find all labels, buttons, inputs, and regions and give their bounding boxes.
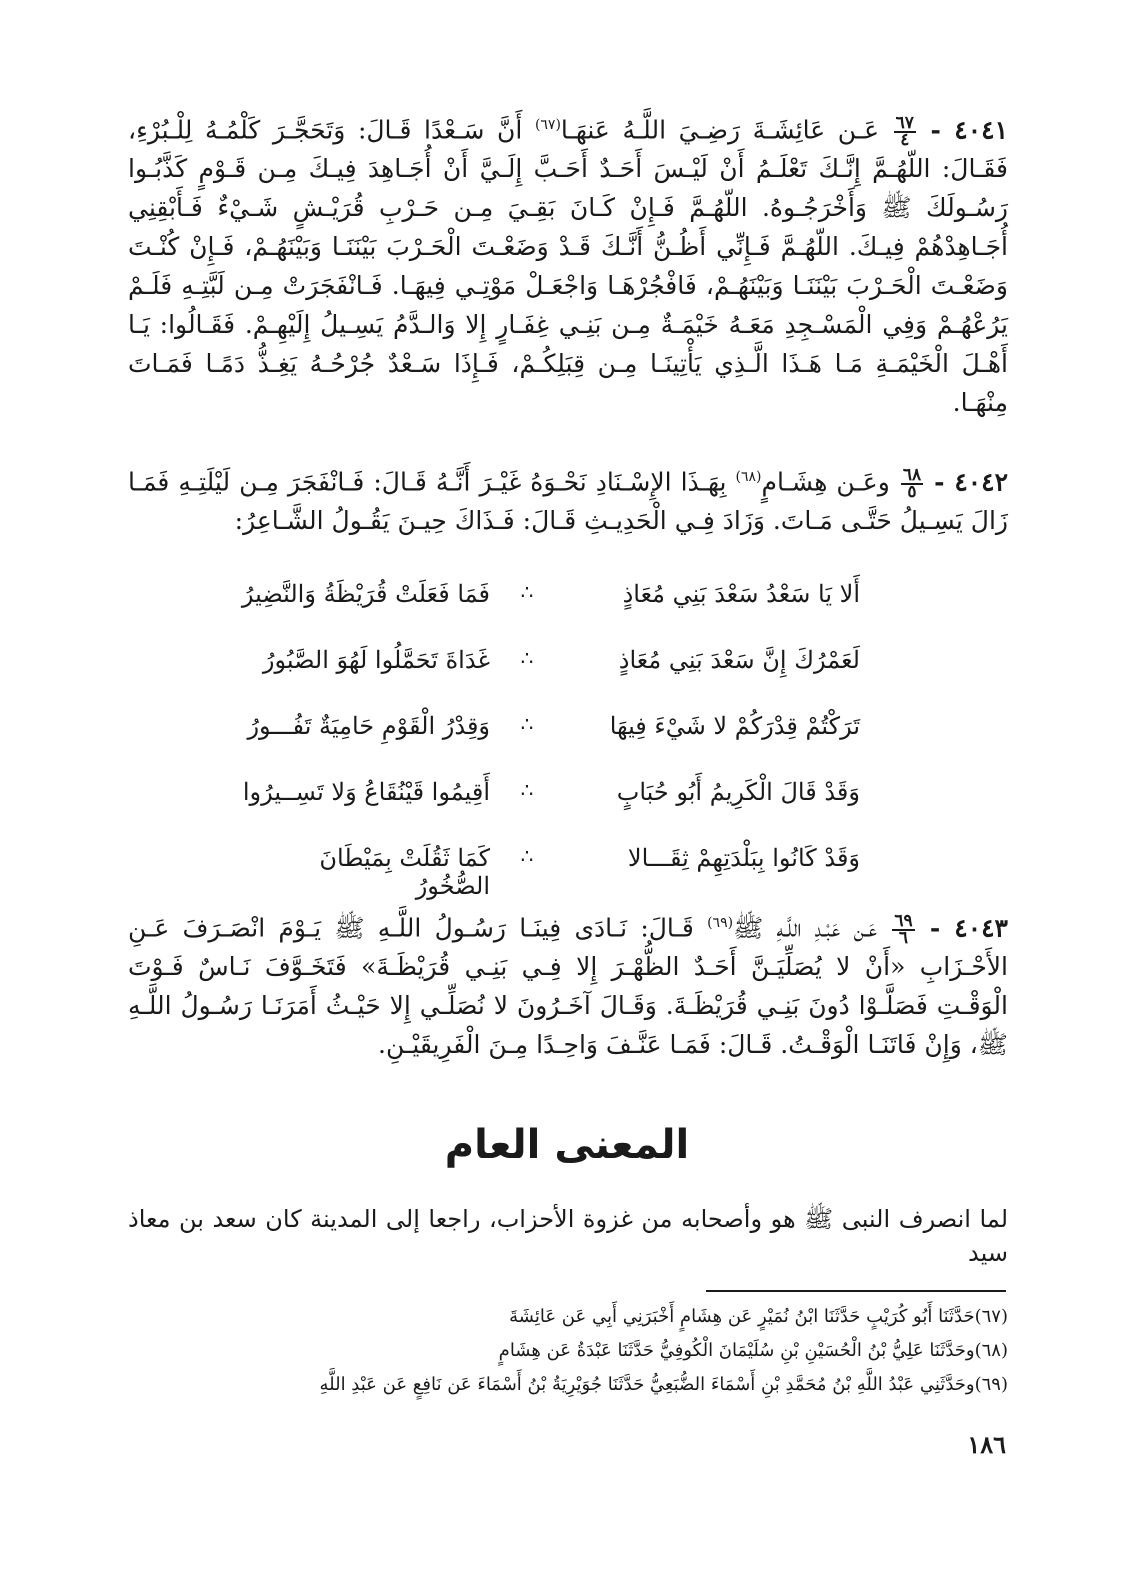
hadith-4043 xyxy=(128,904,1008,1064)
hadith-number: ٤٠٤٢ - xyxy=(934,467,1009,497)
fraction-bottom: ٥ xyxy=(907,481,917,502)
verse-first-half: وَقَدْ كَانُوا بِبَلْدَتِهِمْ ثِقَـــالا xyxy=(627,844,860,872)
verse-second-half: كَمَا ثَقُلَتْ بِمَيْطَانَ الصُّخُورُ xyxy=(319,844,490,900)
footnotes xyxy=(128,1300,1008,1402)
page-number: ١٨٦ xyxy=(967,1430,1006,1459)
poem-verse xyxy=(240,844,860,910)
poem-verse xyxy=(240,580,860,646)
footnote-ref: (٦٩) xyxy=(707,915,734,931)
footnote: (٦٨)وحَدَّثَنَا عَلِيُّ بْنُ الْحُسَيْنِ بْنِ سُلَيْمَانَ الْكُوفِيُّ حَدَّثَنَا عَبْدَةُ عَن هِشَامٍ xyxy=(498,1340,1008,1361)
hadith-4042 xyxy=(128,458,1008,540)
chapter-fraction xyxy=(901,464,923,502)
footnote: (٦٧)حَدَّثَنَا أَبُو كُرَيْبٍ حَدَّثَنَا ابْنُ نُمَيْرٍ عَن هِشَامٍ أَخْبَرَنِي أَبِي عَن عَائِشَةَ xyxy=(509,1306,1008,1327)
summary-paragraph: لما انصرف النبى ﷺ هو وأصحابه من غزوة الأحزاب، راجعا إلى المدينة كان سعد بن معاذ سيد xyxy=(128,1205,1008,1267)
verse-first-half: وَقَدْ قَالَ الْكَرِيمُ أَبُو حُبَابٍ xyxy=(616,778,860,806)
verse-first-half: أَلا يَا سَعْدُ سَعْدَ بَنِي مُعَاذٍ xyxy=(622,580,860,608)
chapter-fraction xyxy=(894,112,916,150)
verse-second-half: أَقِيمُوا قَيْنُقَاعُ وَلا تَسِــيرُوا xyxy=(242,778,490,806)
footnote-ref: (٦٨) xyxy=(735,469,762,485)
verse-separator: ∴ xyxy=(520,844,534,868)
fraction-bottom: ٦ xyxy=(898,927,909,948)
fraction-top: ٦٧ xyxy=(895,112,914,133)
section-title: المعنى العام xyxy=(444,1122,690,1168)
verse-separator: ∴ xyxy=(520,712,534,736)
hadith-text: قَـالَ: نَـادَى فِينَـا رَسُـولُ اللَّـهِ ﷺ يَـوْمَ انْصَـرَفَ عَـنِ الأَحْـزَابِ «أَنْ لا يُصَلِّيَـنَّ أَحَـدٌ الظُّهْـرَ إِلا فِـي بَنِـي قُرَيْظَـةَ» فَتَخَـوَّفَ نَـاسٌ فَـوْتَ الْوَقْـتِ فَصَلَّـوْا دُونَ بَنِـي قُرَيْظَـةَ. وَقَـالَ آخَـرُونَ لا نُصَلِّـي إِلا حَيْـثُ أَمَرَنَـا رَسُـولُ اللَّـهِ ﷺ، وَإِنْ فَاتَنَـا الْوَقْـتُ. قَـالَ: فَمَـا عَنَّـفَ وَاحِـدًا مِـنَ الْفَرِيقَيْـنِ. xyxy=(128,913,1008,1060)
footnote-divider xyxy=(706,1290,1006,1292)
hadith-narrator: وعَـن هِشَـامٍ xyxy=(761,467,890,497)
hadith-narrator: عَـن عَائِشَـةَ رَضِـيَ اللَّـهُ عَنهَـا xyxy=(560,115,880,145)
verse-separator: ∴ xyxy=(520,646,534,670)
hadith-text: بِهَـذَا الإِسْـنَادِ نَحْـوَهُ غَيْـرَ أَنَّـهُ قَـالَ: فَـانْفَجَرَ مِـن لَيْلَتِـهِ فَمَـا زَالَ يَسِـيلُ حَتَّـى مَـاتَ. وَزَادَ فِـي الْحَدِيـثِ قَـالَ: فَـذَاكَ حِيـنَ يَقُـولُ الشَّـاعِرُ: xyxy=(128,467,1008,536)
fraction-bottom: ٤ xyxy=(900,129,910,150)
footnote: (٦٩)وحَدَّثَنِي عَبْدُ اللَّهِ بْنُ مُحَمَّدِ بْنِ أَسْمَاءَ الضُّبَعِيُّ حَدَّثَنَا جُوَيْرِيَةُ بْنُ أَسْمَاءَ عَن نَافِعٍ عَن عَبْدِ اللَّهِ xyxy=(319,1374,1008,1395)
poem-verse xyxy=(240,778,860,844)
verse-separator: ∴ xyxy=(520,778,534,802)
hadith-number: ٤٠٤٣ - xyxy=(929,913,1008,943)
hadith-number: ٤٠٤١ - xyxy=(930,115,1008,145)
fraction-top: ٦٨ xyxy=(902,464,922,485)
chapter-fraction xyxy=(892,910,914,948)
poem-verse xyxy=(240,712,860,778)
hadith-4041 xyxy=(128,106,1008,422)
fraction-top: ٦٩ xyxy=(894,910,913,931)
poem xyxy=(240,580,860,910)
hadith-text: أَنَّ سَـعْدًا قَـالَ: وَتَحَجَّـرَ كَلْمُـهُ لِلْـبُرْءِ، فَقَـالَ: اللّهُـمَّ إِنَّـكَ تَعْلَـمُ أَنْ لَيْـسَ أَحَـدٌ أَحَـبَّ إِلَـيَّ أَنْ أُجَـاهِدَ فِيـكَ مِـن قَـوْمٍ كَذَّبُـوا رَسُـولَكَ ﷺ وَأَخْرَجُـوهُ. اللّهُـمَّ فَـإِنْ كَـانَ بَقِـيَ مِـن حَـرْبِ قُرَيْـشٍ شَـيْءٌ فَـأَبْقِنِي أُجَـاهِدْهُمْ فِيـكَ. اللّهُـمَّ فَـإِنِّي أَظُـنُّ أَنَّـكَ قَـدْ وَضَعْـتَ الْحَـرْبَ بَيْنَنَـا وَبَيْنَهُـمْ، فَـإِنْ كُنْـتَ وَضَعْـتَ الْحَـرْبَ بَيْنَنَـا وَبَيْنَهُـمْ، فَافْجُرْهَـا وَاجْعَـلْ مَوْتِـي فِيهَـا. فَـانْفَجَرَتْ مِـن لَبَّتِـهِ فَلَـمْ يَرُعْهُـمْ وَفِي الْمَسْـجِدِ مَعَـهُ خَيْمَـةٌ مِـن بَنِـي غِفَـارٍ إِلا وَالـدَّمُ يَسِـيلُ إِلَيْهِـمْ. فَقَـالُوا: يَـا أَهْـلَ الْخَيْمَـةِ مَـا هَـذَا الَّـذِي يَأْتِينَـا مِـن قِبَلِكُـمْ، فَـإِذَا سَـعْدٌ جُرْحُـهُ يَغِـذُّ دَمًـا فَمَـاتَ مِنْهَـا. xyxy=(128,115,1008,418)
poem-verse xyxy=(240,646,860,712)
verse-second-half: وَقِدْرُ الْقَوْمِ حَامِيَةٌ تَفُـــورُ xyxy=(247,712,490,740)
verse-second-half: غَدَاةَ تَحَمَّلُوا لَهُوَ الصَّبُورُ xyxy=(262,646,490,674)
verse-second-half: فَمَا فَعَلَتْ قُرَيْظَةُ وَالنَّضِيرُ xyxy=(241,580,490,608)
hadith-narrator: عَـن عَبْـدِ اللَّـهِ ﷺ xyxy=(733,913,878,943)
footnote-ref: (٦٧) xyxy=(534,117,561,133)
verse-separator: ∴ xyxy=(520,580,534,604)
verse-first-half: تَرَكْتُمْ قِدْرَكُمْ لا شَيْءَ فِيهَا xyxy=(609,712,860,740)
verse-first-half: لَعَمْرُكَ إِنَّ سَعْدَ بَنِي مُعَاذٍ xyxy=(618,646,860,674)
